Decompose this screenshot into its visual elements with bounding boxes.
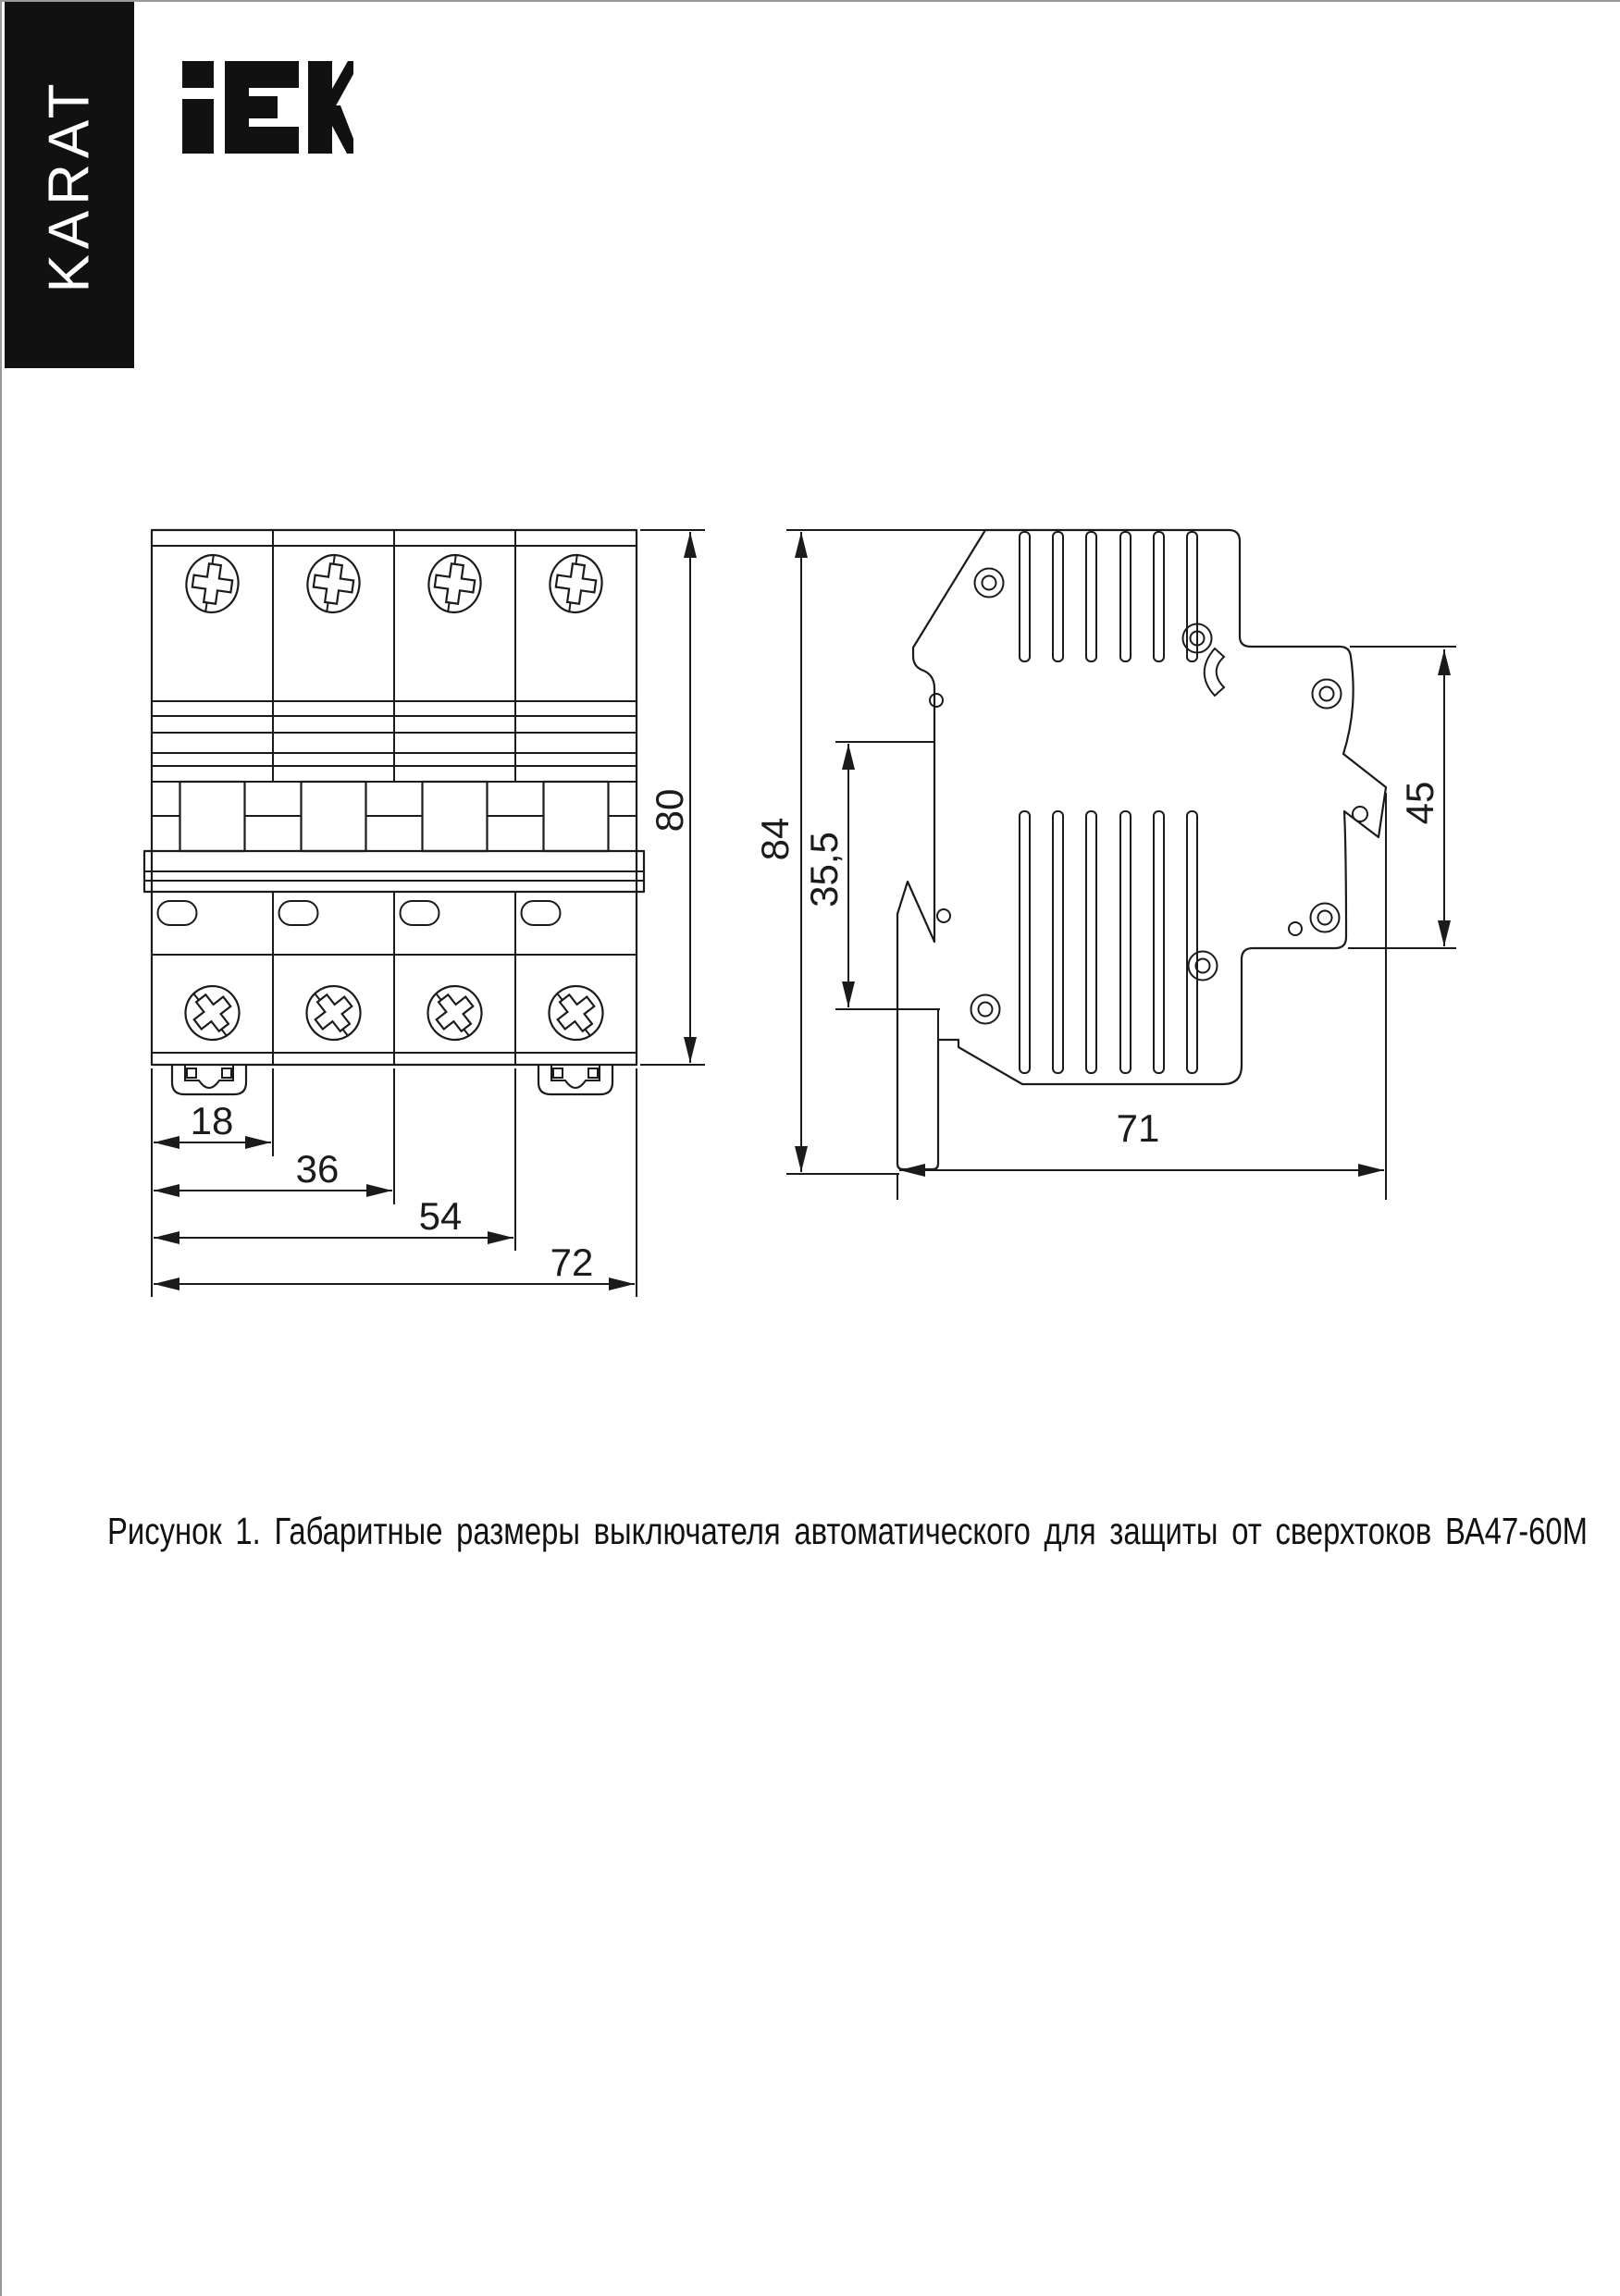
indicator-window — [158, 901, 197, 925]
toggle-lever — [423, 782, 488, 851]
dimension-front-widths — [152, 1068, 637, 1297]
rivet-holes — [930, 569, 1367, 1024]
front-view — [144, 530, 705, 1297]
din-clip — [172, 1066, 246, 1094]
dim-label-72: 72 — [550, 1241, 594, 1284]
iek-logo-glyphs — [182, 61, 353, 154]
dim-label-80: 80 — [648, 788, 691, 833]
dimension-depth — [897, 793, 1386, 1200]
side-view — [753, 530, 1456, 1200]
drawing-canvas — [76, 501, 1519, 1315]
dim-label-18: 18 — [190, 1099, 234, 1142]
dimension-drawing — [76, 501, 1519, 1315]
dim-label-45: 45 — [1398, 781, 1441, 825]
handle-tie-bar — [144, 851, 644, 892]
dimension-din-recess — [802, 742, 940, 1009]
dim-label-71: 71 — [1116, 1106, 1160, 1150]
vent-slots — [1020, 532, 1197, 1073]
iek-logo — [182, 61, 353, 154]
indicator-window — [522, 901, 561, 925]
toggle-lever — [180, 782, 245, 851]
toggle-row — [152, 782, 637, 851]
screw-head-icon — [425, 551, 484, 615]
dimension-front-height — [640, 530, 705, 1065]
dim-label-54: 54 — [418, 1194, 463, 1238]
kidney-slot — [1205, 648, 1224, 696]
screw-head-icon — [175, 975, 250, 1050]
indicator-window — [279, 901, 318, 925]
screw-head-icon — [417, 975, 492, 1050]
series-banner-label: KARAT — [37, 77, 102, 293]
screw-head-icon — [182, 551, 241, 615]
toggle-lever — [544, 782, 609, 851]
dim-label-84: 84 — [753, 817, 797, 861]
indicator-window — [401, 901, 439, 925]
dim-label-36: 36 — [295, 1147, 340, 1191]
screw-head-icon — [303, 551, 363, 615]
dim-label-35-5: 35,5 — [802, 832, 846, 907]
screw-head-icon — [538, 975, 613, 1050]
din-clip — [538, 1066, 612, 1094]
figure-caption: Рисунок 1. Габаритные размеры выключателя автоматического для защиты от сверхтоков ВА47-60М — [107, 1510, 1588, 1552]
dimension-back-step — [1348, 647, 1456, 948]
side-body-outline — [897, 530, 1386, 1169]
screw-head-icon — [546, 551, 605, 615]
screw-head-icon — [296, 975, 371, 1050]
pole-dividers — [273, 530, 515, 1065]
toggle-lever — [302, 782, 366, 851]
dimension-side-height — [753, 530, 985, 1174]
series-banner — [5, 2, 134, 368]
